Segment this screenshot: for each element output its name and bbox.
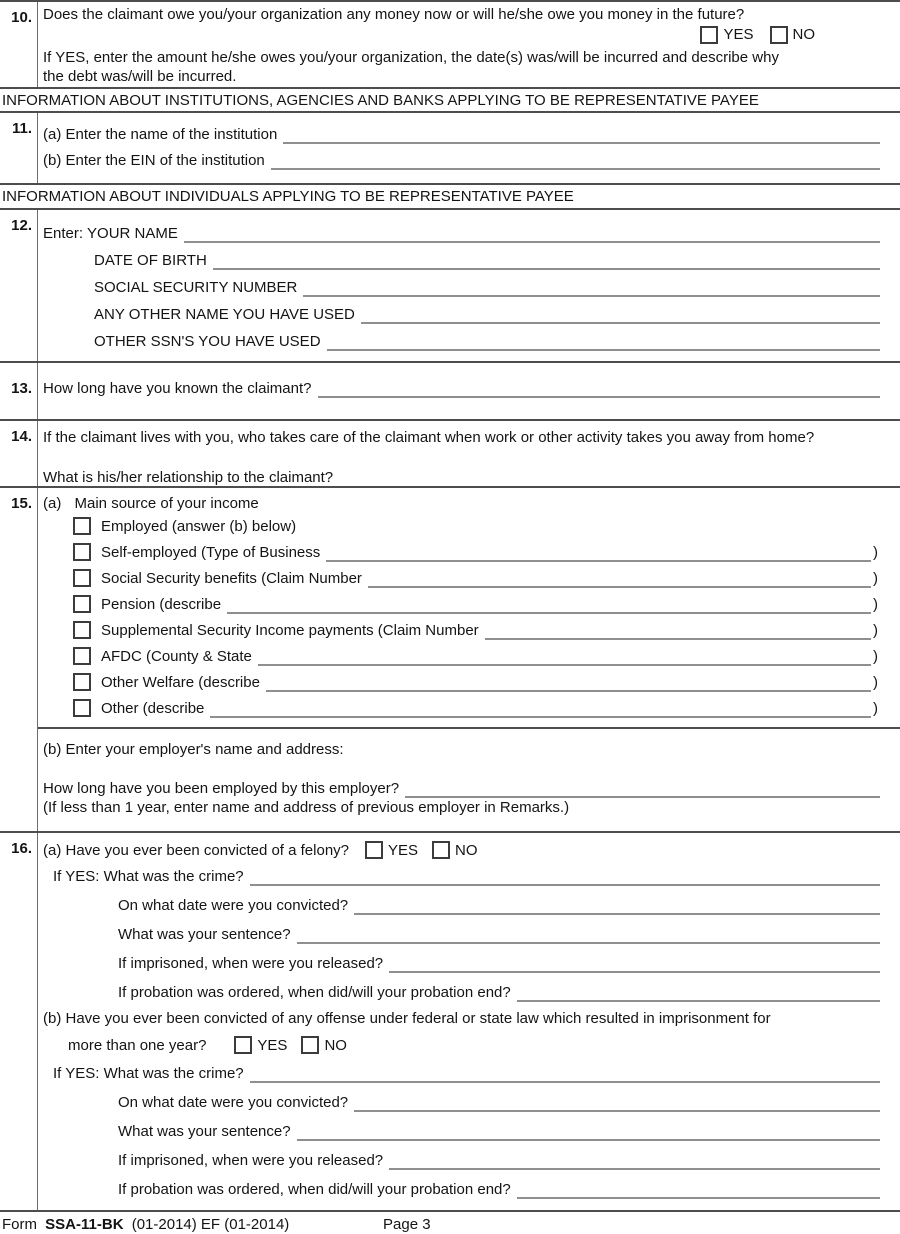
item-10-ifyes-line1: If YES, enter the amount he/she owes you/your organization, the date(s) was/will be incurred and describe why xyxy=(43,49,779,66)
item-16a-ifyes-row xyxy=(43,867,900,886)
item-15-ssi-input-line[interactable] xyxy=(485,638,871,640)
item-15-self-employed-label: Self-employed (Type of Business xyxy=(101,543,321,561)
item-16b-sub-row-1 xyxy=(43,1093,900,1112)
item-13-row xyxy=(43,379,900,398)
item-16a-no-label: NO xyxy=(455,841,478,859)
item-16a-released-label: If imprisoned, when were you released? xyxy=(118,955,384,972)
item-16b-sub-row-3 xyxy=(43,1151,900,1170)
item-10-yesno-row xyxy=(43,24,900,45)
item-16b-probation-input-line[interactable] xyxy=(517,1184,880,1199)
item-11a-row xyxy=(43,125,900,144)
item-16b-yes-label: YES xyxy=(257,1036,288,1054)
item-15b-note: (If less than 1 year, enter name and address of previous employer in Remarks.) xyxy=(43,799,570,816)
item-16-number: 16. xyxy=(0,833,38,1210)
item-15-ssi-paren: ) xyxy=(873,621,878,639)
item-15-afdc-paren: ) xyxy=(873,647,878,665)
item-12-ssn-input-line[interactable] xyxy=(303,282,880,297)
item-16b-sentence-label: What was your sentence? xyxy=(118,1123,291,1140)
item-15-option-ssi xyxy=(43,617,900,643)
item-15-ssi-label: Supplemental Security Income payments (Claim Number xyxy=(101,621,479,639)
item-15-other-welfare-paren: ) xyxy=(873,673,878,691)
item-11b-row xyxy=(43,151,900,170)
item-12-row-ssn xyxy=(43,270,900,297)
item-15-afdc-checkbox[interactable] xyxy=(73,647,91,665)
item-16a-sentence-input-line[interactable] xyxy=(297,929,880,944)
item-15-option-other-welfare xyxy=(43,669,900,695)
item-15-number: 15. xyxy=(0,488,38,831)
item-15-other-input-line[interactable] xyxy=(210,716,871,718)
item-15b-question: How long have you been employed by this employer? xyxy=(43,780,400,797)
item-11a-label: (a) Enter the name of the institution xyxy=(43,126,278,143)
footer-form-word: Form xyxy=(2,1216,37,1233)
item-16b-question-line1: (b) Have you ever been convicted of any offense under federal or state law which resulted in imprisonment for xyxy=(43,1010,771,1027)
item-12-row-other-ssn xyxy=(43,324,900,351)
item-15-option-pension xyxy=(43,591,900,617)
item-16 xyxy=(0,831,900,1210)
item-16b-question-line2: more than one year? xyxy=(68,1036,207,1054)
item-16a-sentence-label: What was your sentence? xyxy=(118,926,291,943)
item-16b-sub-row-4 xyxy=(43,1180,900,1199)
item-12-your-name-input-line[interactable] xyxy=(184,228,880,243)
item-12-number: 12. xyxy=(0,210,38,361)
section-header-individuals: INFORMATION ABOUT INDIVIDUALS APPLYING TO BE REPRESENTATIVE PAYEE xyxy=(0,183,900,208)
item-12-field-your-name: YOUR NAME xyxy=(87,225,178,242)
item-12-row-name xyxy=(43,216,900,243)
item-16b-released-label: If imprisoned, when were you released? xyxy=(118,1152,384,1169)
item-16b-released-input-line[interactable] xyxy=(389,1155,880,1170)
item-15-self-employed-input-line[interactable] xyxy=(326,560,871,562)
item-16b-question-row xyxy=(43,1034,900,1056)
item-16a-sub-row-3 xyxy=(43,954,900,973)
item-11 xyxy=(0,111,900,183)
item-14 xyxy=(0,419,900,486)
item-16b-sub-row-2 xyxy=(43,1122,900,1141)
item-13-question: How long have you known the claimant? xyxy=(43,380,312,397)
item-15b-label: (b) Enter your employer's name and address: xyxy=(43,741,344,758)
item-16a-no-checkbox[interactable] xyxy=(432,841,450,859)
item-15-option-self-employed xyxy=(43,539,900,565)
item-11b-label: (b) Enter the EIN of the institution xyxy=(43,152,265,169)
item-14-question1: If the claimant lives with you, who takes care of the claimant when work or other activity takes you away from home? xyxy=(43,429,815,446)
item-15-other-paren: ) xyxy=(873,699,878,717)
item-15-pension-paren: ) xyxy=(873,595,878,613)
item-10-number: 10. xyxy=(0,2,38,87)
item-15-self-employed-checkbox[interactable] xyxy=(73,543,91,561)
item-16a-ifyes-label: If YES: What was the crime? xyxy=(53,868,244,885)
item-15-ss-benefits-label: Social Security benefits (Claim Number xyxy=(101,569,362,587)
item-16b-sentence-input-line[interactable] xyxy=(297,1126,880,1141)
item-15-other-checkbox[interactable] xyxy=(73,699,91,717)
item-11b-input-line[interactable] xyxy=(271,155,880,170)
form-footer xyxy=(0,1210,900,1234)
item-13-number: 13. xyxy=(0,363,38,419)
item-16b-ifyes-label: If YES: What was the crime? xyxy=(53,1065,244,1082)
item-16b-crime-input-line[interactable] xyxy=(250,1068,880,1083)
item-15-pension-label: Pension (describe xyxy=(101,595,222,613)
item-15-afdc-input-line[interactable] xyxy=(258,664,871,666)
item-15-employed-checkbox[interactable] xyxy=(73,517,91,535)
item-15-ss-benefits-checkbox[interactable] xyxy=(73,569,91,587)
item-15a-prefix: (a) xyxy=(43,495,62,512)
item-12-field-ssn: SOCIAL SECURITY NUMBER xyxy=(94,279,298,296)
item-12-dob-input-line[interactable] xyxy=(213,255,880,270)
item-15-pension-checkbox[interactable] xyxy=(73,595,91,613)
item-12-field-other-ssn: OTHER SSN'S YOU HAVE USED xyxy=(94,333,321,350)
item-16a-yes-label: YES xyxy=(388,841,419,859)
item-15b-block xyxy=(38,729,900,831)
item-14-question2: What is his/her relationship to the claimant? xyxy=(43,469,334,486)
item-16b-yes-checkbox[interactable] xyxy=(234,1036,252,1054)
footer-form-number: SSA-11-BK xyxy=(45,1216,124,1233)
footer-page-number: Page 3 xyxy=(383,1216,431,1233)
item-10-yes-label: YES xyxy=(723,26,754,43)
item-15 xyxy=(0,486,900,831)
item-16a-released-input-line[interactable] xyxy=(389,958,880,973)
item-15-other-label: Other (describe xyxy=(101,699,205,717)
item-16a-convicted-date-label: On what date were you convicted? xyxy=(118,897,349,914)
item-15a-heading xyxy=(43,494,900,513)
item-15-option-afdc xyxy=(43,643,900,669)
item-14-number: 14. xyxy=(0,421,38,486)
item-16b-probation-label: If probation was ordered, when did/will your probation end? xyxy=(118,1181,511,1198)
item-15a-block xyxy=(38,488,900,727)
item-15-ssi-checkbox[interactable] xyxy=(73,621,91,639)
item-16a-probation-input-line[interactable] xyxy=(517,987,880,1002)
item-15-employed-label: Employed (answer (b) below) xyxy=(101,517,297,535)
item-15-option-ss-benefits xyxy=(43,565,900,591)
item-15-pension-input-line[interactable] xyxy=(227,612,871,614)
item-16a-crime-input-line[interactable] xyxy=(250,871,880,886)
item-12-enter-label: Enter: xyxy=(43,225,84,242)
item-15-other-welfare-label: Other Welfare (describe xyxy=(101,673,260,691)
item-10-no-checkbox[interactable] xyxy=(770,26,788,44)
item-11a-input-line[interactable] xyxy=(283,129,880,144)
item-13 xyxy=(0,361,900,419)
item-15-ss-benefits-input-line[interactable] xyxy=(368,586,871,588)
item-16a-sub-row-2 xyxy=(43,925,900,944)
item-12-row-dob xyxy=(43,243,900,270)
item-15-afdc-label: AFDC (County & State xyxy=(101,647,252,665)
item-16b-no-checkbox[interactable] xyxy=(301,1036,319,1054)
item-12-other-name-input-line[interactable] xyxy=(361,309,880,324)
item-10 xyxy=(0,0,900,87)
item-16a-convicted-date-input-line[interactable] xyxy=(354,900,880,915)
item-16b-ifyes-row xyxy=(43,1064,900,1083)
item-10-ifyes-line2: the debt was/will be incurred. xyxy=(43,68,237,85)
item-15-option-other xyxy=(43,695,900,721)
item-12-other-ssn-input-line[interactable] xyxy=(327,336,880,351)
item-16a-question-row xyxy=(43,839,900,861)
item-16a-question: (a) Have you ever been convicted of a felony? xyxy=(43,841,350,859)
item-10-no-label: NO xyxy=(792,26,815,43)
item-16a-sub-row-1 xyxy=(43,896,900,915)
item-15-option-employed xyxy=(43,513,900,539)
item-16a-sub-row-4 xyxy=(43,983,900,1002)
item-15a-label: Main source of your income xyxy=(74,495,259,512)
item-15-other-welfare-checkbox[interactable] xyxy=(73,673,91,691)
item-10-yes-checkbox[interactable] xyxy=(700,26,718,44)
item-16a-yes-checkbox[interactable] xyxy=(365,841,383,859)
item-15-ss-benefits-paren: ) xyxy=(873,569,878,587)
item-13-input-line[interactable] xyxy=(318,383,881,398)
footer-form-rest: (01-2014) EF (01-2014) xyxy=(131,1216,290,1233)
item-12-field-date-of-birth: DATE OF BIRTH xyxy=(94,252,207,269)
item-16a-probation-label: If probation was ordered, when did/will your probation end? xyxy=(118,984,511,1001)
item-15b-howlong-row xyxy=(43,779,900,798)
item-12-row-other-name xyxy=(43,297,900,324)
section-header-institutions: INFORMATION ABOUT INSTITUTIONS, AGENCIES AND BANKS APPLYING TO BE REPRESENTATIVE PAYEE xyxy=(0,87,900,111)
item-12 xyxy=(0,208,900,361)
item-15b-input-line[interactable] xyxy=(405,783,880,798)
item-12-field-other-name: ANY OTHER NAME YOU HAVE USED xyxy=(94,306,355,323)
item-16b-no-label: NO xyxy=(324,1036,347,1054)
item-10-question: Does the claimant owe you/your organization any money now or will he/she owe you money in the future? xyxy=(43,6,745,23)
item-11-number: 11. xyxy=(0,113,38,183)
item-15-other-welfare-input-line[interactable] xyxy=(266,690,871,692)
item-16b-convicted-date-input-line[interactable] xyxy=(354,1097,880,1112)
item-15-self-employed-paren: ) xyxy=(873,543,878,561)
item-16b-convicted-date-label: On what date were you convicted? xyxy=(118,1094,349,1111)
